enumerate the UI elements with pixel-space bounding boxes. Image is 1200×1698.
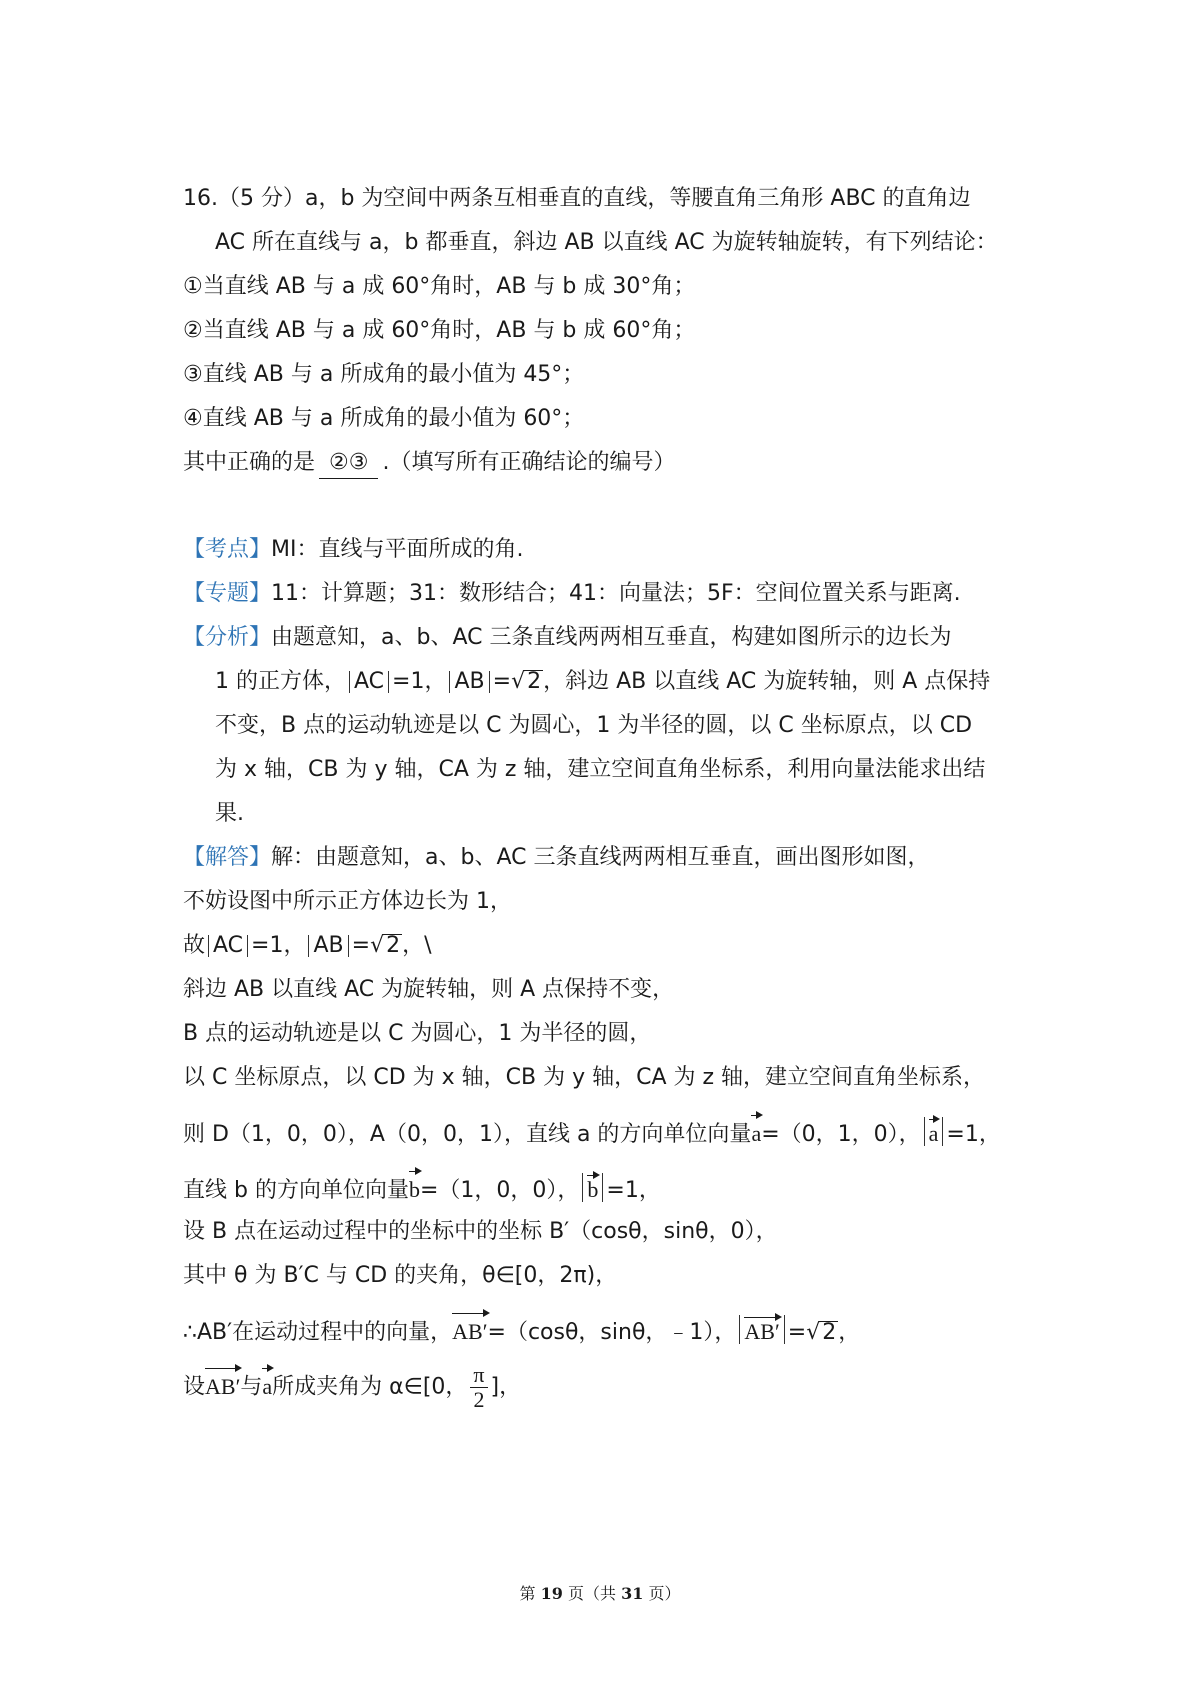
fenxi-text-2d: ，斜边 AB 以直线 AC 为旋转轴，则 A 点保持 [543, 669, 991, 694]
abs-ab: AB [449, 671, 489, 693]
jieda-text-3d: ，\ [402, 933, 432, 958]
jieda-text-12d: ]， [490, 1374, 522, 1400]
fenxi-line-3: 不变，B 点的运动轨迹是以 C 为圆心，1 为半径的圆，以 C 坐标原点，以 CD [215, 713, 973, 738]
jieda-line-1 [183, 843, 929, 873]
fenxi-line-4: 为 x 轴，CB 为 y 轴，CA 为 z 轴，建立空间直角坐标系，利用向量法能求出结 [215, 757, 986, 782]
jieda-text-8b: =（1，0，0）， [419, 1178, 580, 1203]
footer-pre: 第 [519, 1584, 541, 1603]
vector-a: a [262, 1366, 272, 1402]
fraction-denominator: 2 [473, 1387, 485, 1412]
option-3: ③直线 AB 与 a 所成角的最小值为 45°； [183, 362, 585, 387]
jieda-text-12a: 设 [183, 1374, 206, 1400]
answer-blank: ②③ [319, 448, 378, 479]
question-line-1: 16.（5 分）a，b 为空间中两条互相垂直的直线，等腰直角三角形 ABC 的直角边 [183, 186, 971, 211]
abs-vector-a [924, 1117, 944, 1146]
vector-a: a [929, 1117, 939, 1145]
kaodian-tag: 【考点】 [183, 537, 272, 562]
jieda-text-3c: = [351, 933, 371, 958]
footer-mid: 页（共 [562, 1584, 622, 1603]
zhuanti-tag: 【专题】 [183, 581, 272, 606]
fraction-pi-over-2 [470, 1363, 487, 1412]
fenxi-tag: 【分析】 [183, 625, 272, 650]
jieda-text-12c: 所成夹角为 α∈[0， [272, 1374, 468, 1400]
jieda-text-12b: 与 [240, 1374, 263, 1400]
jieda-text-11d: ， [838, 1320, 861, 1345]
fenxi-text-2a: 1 的正方体， [215, 669, 346, 694]
jieda-text-8c: =1， [606, 1178, 661, 1203]
jieda-line-5: B 点的运动轨迹是以 C 为圆心，1 为半径的圆， [183, 1021, 652, 1046]
fenxi-line-5: 果. [215, 801, 244, 826]
jieda-text-7a: 则 D（1，0，0），A（0，0，1），直线 a 的方向单位向量 [183, 1122, 752, 1147]
jieda-tag: 【解答】 [183, 845, 272, 870]
answer-suffix: .（填写所有正确结论的编号） [382, 450, 676, 475]
answer-line [183, 448, 675, 479]
fenxi-text-2b: =1， [392, 669, 447, 694]
jieda-line-7 [183, 1113, 1001, 1150]
abs-ac: AC [208, 935, 248, 957]
sqrt-radicand: 2 [386, 933, 401, 958]
jieda-text-3a: 故 [183, 933, 206, 958]
jieda-line-10: 其中 θ 为 B′C 与 CD 的夹角，θ∈[0，2π)， [183, 1263, 618, 1288]
jieda-text-11c: = [787, 1320, 807, 1345]
fraction-numerator: π [470, 1363, 487, 1388]
page-footer [0, 1581, 1200, 1604]
sqrt-symbol: √2 [806, 1320, 837, 1345]
vector-b: b [587, 1173, 598, 1201]
jieda-text-11b: =（cosθ，sinθ，﹣1）， [487, 1320, 737, 1345]
sqrt-symbol: √2 [370, 933, 401, 958]
option-1: ①当直线 AB 与 a 成 60°角时，AB 与 b 成 30°角； [183, 274, 696, 299]
option-4: ④直线 AB 与 a 所成角的最小值为 60°； [183, 406, 585, 431]
jieda-line-2: 不妨设图中所示正方体边长为 1， [183, 889, 512, 914]
abs-ac: AC [349, 671, 389, 693]
footer-post: 页） [643, 1584, 681, 1603]
abs-vector-b [582, 1173, 603, 1202]
zhuanti-text: 11：计算题；31：数形结合；41：向量法；5F：空间位置关系与距离. [271, 581, 961, 606]
jieda-line-11 [183, 1311, 860, 1348]
jieda-line-6: 以 C 坐标原点，以 CD 为 x 轴，CB 为 y 轴，CA 为 z 轴，建立空间直角坐标系， [183, 1065, 986, 1090]
answer-prefix: 其中正确的是 [183, 450, 316, 475]
abs-vector-ab-prime [739, 1315, 784, 1344]
jieda-line-9: 设 B 点在运动过程中的坐标中的坐标 B′（cosθ，sinθ，0）， [183, 1219, 778, 1244]
sqrt-radicand: 2 [527, 669, 542, 694]
jieda-text-8a: 直线 b 的方向单位向量 [183, 1178, 409, 1203]
sqrt-radicand: 2 [822, 1320, 837, 1345]
sqrt-symbol: √2 [511, 669, 542, 694]
vector-ab-prime: AB′ [205, 1366, 240, 1402]
vector-ab-prime: AB′ [452, 1311, 487, 1347]
page-number: 19 [540, 1584, 563, 1603]
jieda-text-3b: =1， [251, 933, 306, 958]
kaodian-line [183, 535, 523, 565]
vector-b: b [409, 1169, 420, 1205]
vector-ab-prime: AB′ [744, 1315, 779, 1343]
abs-ab: AB [308, 935, 348, 957]
jieda-line-4: 斜边 AB 以直线 AC 为旋转轴，则 A 点保持不变， [183, 977, 675, 1002]
page-total: 31 [621, 1584, 644, 1603]
option-2: ②当直线 AB 与 a 成 60°角时，AB 与 b 成 60°角； [183, 318, 696, 343]
jieda-text-11a: ∴AB′在运动过程中的向量， [183, 1320, 453, 1345]
fenxi-line-2 [215, 667, 990, 697]
jieda-line-8 [183, 1169, 661, 1206]
kaodian-text: MI：直线与平面所成的角. [271, 537, 524, 562]
fenxi-line-1 [183, 623, 951, 653]
zhuanti-line [183, 579, 961, 609]
jieda-line-12 [183, 1363, 521, 1412]
fenxi-text-2c: = [492, 669, 512, 694]
vector-a: a [751, 1113, 761, 1149]
question-line-2: AC 所在直线与 a，b 都垂直，斜边 AB 以直线 AC 为旋转轴旋转，有下列结论： [215, 230, 998, 255]
jieda-text-7c: =1， [946, 1122, 1001, 1147]
jieda-text-1: 解：由题意知，a、b、AC 三条直线两两相互垂直，画出图形如图， [271, 845, 930, 870]
fenxi-text-1: 由题意知，a、b、AC 三条直线两两相互垂直，构建如图所示的边长为 [271, 625, 952, 650]
jieda-line-3 [183, 931, 432, 961]
jieda-text-7b: =（0，1，0）， [761, 1122, 921, 1147]
